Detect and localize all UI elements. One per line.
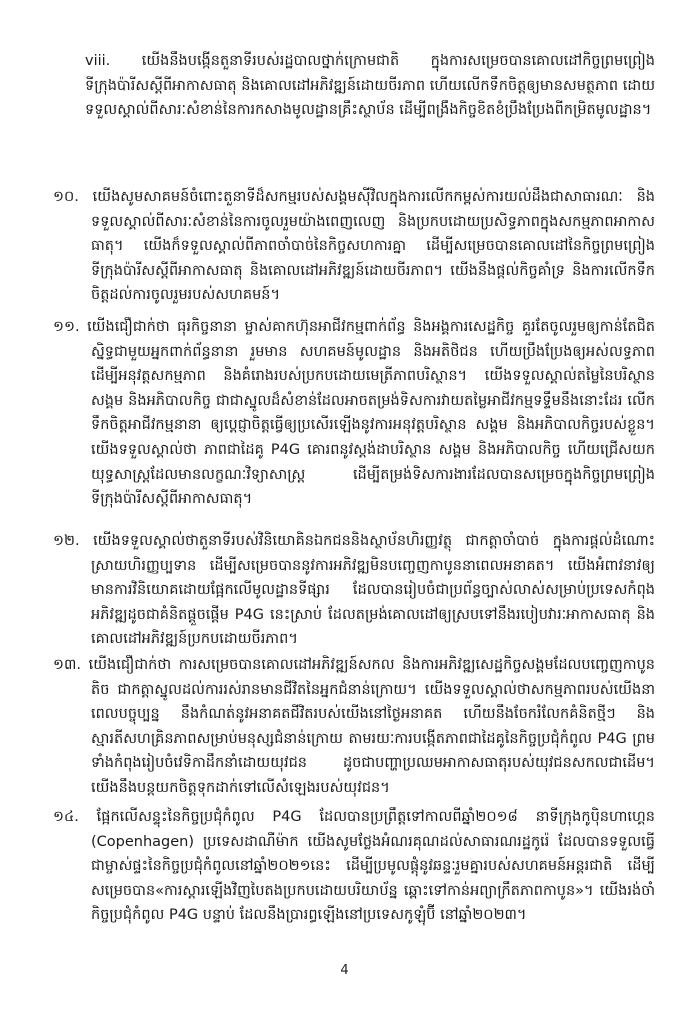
paragraph-10 xyxy=(53,185,655,307)
paragraph-text: យើងសូមសាគមន៍ចំពោះតួនាទីដ៏សកម្មរបស់សង្គមស៊ីវិលក្នុងការលើកកម្ពស់ការយល់ដឹងជាសាធារណៈ និងទទួលស្គាល់ពីសារៈសំខាន់នៃការចូលរួមយ៉ាងពេញលេញ និងប្រកបដោយប្រសិទ្ធភាពក្នុងសកម្មភាពអាកាសធាតុ។ យើងក៏ទទួលស្គាល់ពីភាពចាំបាច់នៃកិច្ចសហការគ្នា ដើម្បីសម្រេចបានគោលដៅនៃកិច្ចព្រមព្រៀងទីក្រុងប៉ារីសស្តីពីអាកាសធាតុ និងគោលដៅអភិវឌ្ឍន៍ដោយចីរភាព។ យើងនឹងផ្តល់កិច្ចគាំទ្រ និងការលើកទឹកចិត្តដល់ការចូលរួមរបស់សហគមន៍។ xyxy=(91,189,655,304)
paragraph-marker: ១២. xyxy=(53,533,80,549)
paragraph-marker: ១៣. xyxy=(53,657,81,673)
paragraph-marker: ១១. xyxy=(53,319,80,335)
paragraph-text: យើងនឹងបង្កើនតួនាទីរបស់រដ្ឋបាលថ្នាក់ក្រោមជាតិ ក្នុងការសម្រេចបានគោលដៅកិច្ចព្រមព្រៀងទីក្រុងប៉ារីសស្តីពីអាកាសធាតុ និងគោលដៅអភិវឌ្ឍន៍ដោយចីរភាព ហើយលើកទឹកចិត្តឲ្យមានសមត្ថភាព ដោយទទួលស្គាល់ពីសារៈសំខាន់នៃការកសាងមូលដ្ឋានគ្រឹះស្ថាប័ន ដើម្បីពង្រឹងកិច្ចខិតខំប្រឹងប្រែងពីកម្រិតមូលដ្ឋាន។ xyxy=(85,53,655,119)
paragraph-marker: viii. xyxy=(85,53,111,69)
paragraph-viii xyxy=(85,49,655,171)
paragraph-13 xyxy=(53,653,655,799)
page-number: 4 xyxy=(340,963,349,978)
paragraph-text: យើងជឿជាក់ថា ធុរកិច្ចនានា ម្ចាស់គាកហ៊ុនអាជីវកម្មពាក់ព័ន្ធ និងអង្គការសេដ្ឋកិច្ច គួរតែចូលរួមឲ្យកាន់តែជិតស្និទ្ធជាមួយអ្នកពាក់ព័ន្ធនានា រួមមាន សហគមន៍មូលដ្ឋាន និងអតិថិជន ហើយប្រឹងប្រែងឲ្យអស់លទ្ធភាព ដើម្បីអនុវត្តសកម្មភាព និងគំរោងរបស់ប្រកបដោយមេត្រីភាពបរិស្ថាន។ យើងទទួលស្គាល់តម្លៃនៃបរិស្ថាន សង្គម និងអភិបាលកិច្ច ជាជាស្នូលដ៏សំខាន់ដែលអាចតម្រង់ទិសការវាយតម្លៃអាជីវកម្មទទ្ទឹមនឹងនោះដែរ លើកទឹកចិត្តអាជីវកម្មនានា ឲ្យប្តេជ្ញាចិត្តធ្វើឲ្យប្រសើរឡើងនូវការអនុវត្តបរិស្ថាន សង្គម និងអភិបាលកិច្ចរបស់ខ្លួន។ យើងទទួលស្គាល់ថា ភាពជាដៃគូ P4G គោរពនូវស្តង់ដាបរិស្ថាន សង្គម និងអភិបាលកិច្ច ហើយជ្រើសយកយុទ្ធសាស្ត្រដែលមានលក្ខណៈវិទ្យាសាស្ត្រ ដើម្បីតម្រង់ទិសការងារដែលបានសម្រេចក្នុងកិច្ចព្រមព្រៀងទីក្រុងប៉ារីសស្តីពីអាកាសធាតុ។ xyxy=(87,319,655,508)
paragraph-12 xyxy=(53,529,655,649)
paragraph-text: យើងទទួលស្គាល់ថាតួនាទីរបស់វិនិយោគិនឯកជននិងស្ថាប័នហិរញ្ញវត្ថុ ជាកត្តាចាំបាច់ ក្នុងការផ្តល់ដំណោះស្រាយហិរញ្ញប្បទាន ដើម្បីសម្រេចបាននូវការអភិវឌ្ឍមិនបញ្ចេញកាបូននាពេលអនាគត។ យើងអំពាវនាវឲ្យមានការវិនិយោគដោយផ្អែកលើមូលដ្ឋានទីផ្សារ ដែលបានរៀបចំជាប្រព័ន្ធច្បាស់លាស់សម្រាប់ប្រទេសកំពុងអភិវឌ្ឍដូចជាគំនិតផ្តួចផ្តើម P4G នេះស្រាប់ ដែលតម្រង់គោលដៅឲ្យស្របទៅនឹងរបៀបវារៈអាកាសធាតុ និងគោលដៅអភិវឌ្ឍន៍ប្រកបដោយចីរភាព។ xyxy=(91,533,655,648)
paragraph-14 xyxy=(53,805,655,927)
paragraph-marker: ១៤. xyxy=(53,809,79,825)
paragraph-text: ផ្អែកលើសន្ទុះនៃកិច្ចប្រជុំកំពូល P4G ដែលបានប្រព្រឹត្តទៅកាលពីឆ្នាំ២០១៨ នាទីក្រុងកូប៉ិនហាហ្គេន (Copenhagen) ប្រទេសដាណឺម៉ាក យើងសូមថ្លែងអំណរគុណដល់សាធារណរដ្ឋកូរ៉េ ដែលបានទទួលធ្វើជាម្ចាស់ផ្ទះនៃកិច្ចប្រជុំកំពូលនៅឆ្នាំ២០២១នេះ ដើម្បីប្រមូលផ្តុំនូវឆន្ទៈរួមគ្នារបស់សហគមន៍អន្តរជាតិ ដើម្បីសម្រេចបាន«ការស្តារឡើងវិញបៃតងប្រកបដោយបរិយាប័ន្ន ឆ្ពោះទៅកាន់អព្យាក្រឹតភាពកាបូន»។ យើងរង់ចាំកិច្ចប្រជុំកំពូល P4G បន្ទាប់ ដែលនឹងប្រារព្ធឡើងនៅប្រទេសកូឡុំប៊ី នៅឆ្នាំ២០២៣។ xyxy=(91,809,655,924)
paragraph-11 xyxy=(53,315,655,525)
paragraph-marker: ១០. xyxy=(53,189,79,205)
paragraph-text: យើងជឿជាក់ថា ការសម្រេចបានគោលដៅអភិវឌ្ឍន៍សកល និងការអភិវឌ្ឍសេដ្ឋកិច្ចសង្គមដែលបញ្ចេញកាបូនតិច ជាកត្តាស្នូលដល់ការរស់រានមានជីវិតនៃអ្នកជំនាន់ក្រោយ។ យើងទទួលស្គាល់ថាសកម្មភាពរបស់យើងនាពេលបច្ចុប្បន្ន នឹងកំណត់នូវអនាគតជីវិតរបស់យើងនៅថ្ងៃអនាគត ហើយនឹងចែករំលែកគំនិតថ្មីៗ និងស្មារតីសហគ្រិនភាពសម្រាប់មនុស្សជំនាន់ក្រោយ តាមរយៈការបង្កើតភាពជាដៃគូនៃកិច្ចប្រជុំកំពូល P4G ព្រមទាំងកំពុងរៀបចំវេទិកាដឹកនាំដោយយុវជន ដូចជាបញ្ហាប្រឈមអាកាសធាតុរបស់យុវជនសកលជាដើម។ យើងនឹងបន្តយកចិត្តទុកដាក់ទៅលើសំឡេងរបស់យុវជន។ xyxy=(88,657,655,796)
